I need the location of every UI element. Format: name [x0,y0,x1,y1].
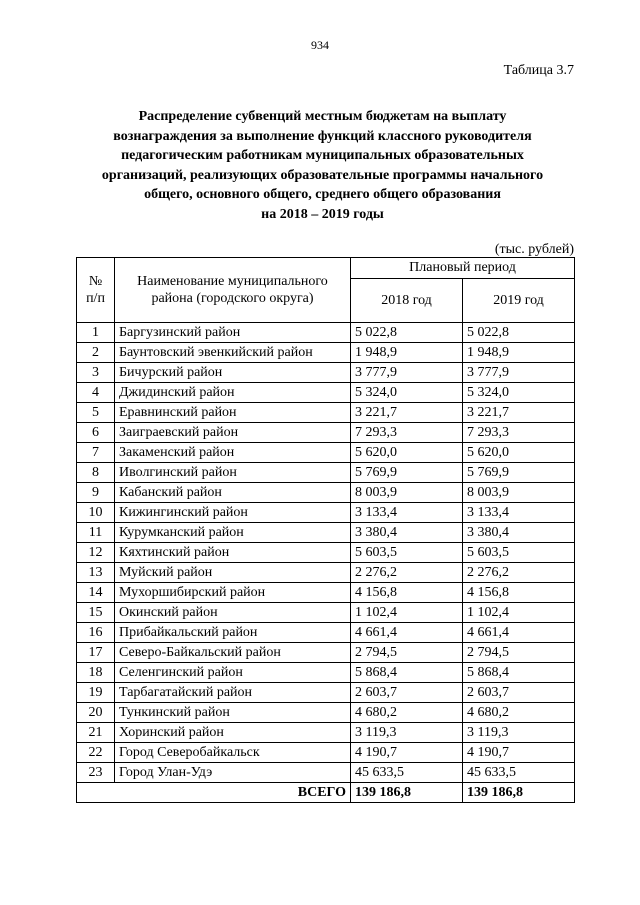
row-value-2018: 4 661,4 [351,623,463,643]
row-district-name: Хоринский район [115,723,351,743]
row-value-2018: 5 324,0 [351,383,463,403]
title-line: организаций, реализующих образовательные программы начального [101,167,544,183]
header-name [115,258,351,323]
table-row [77,683,575,703]
units-label: (тыс. рублей) [494,242,574,257]
row-district-name: Кяхтинский район [115,543,351,563]
row-number: 3 [77,363,115,383]
row-value-2019: 4 661,4 [463,623,575,643]
row-value-2018: 2 794,5 [351,643,463,663]
row-value-2018: 7 293,3 [351,423,463,443]
row-value-2018: 45 633,5 [351,763,463,783]
row-district-name: Баргузинский район [115,323,351,343]
row-value-2018: 1 102,4 [351,603,463,623]
row-value-2019: 3 119,3 [463,723,575,743]
table-label: Таблица 3.7 [503,63,574,78]
row-district-name: Закаменский район [115,443,351,463]
row-district-name: Тарбагатайский район [115,683,351,703]
row-number: 9 [77,483,115,503]
table-row [77,343,575,363]
row-number: 20 [77,703,115,723]
row-number: 14 [77,583,115,603]
row-number: 22 [77,743,115,763]
row-district-name: Заиграевский район [115,423,351,443]
row-district-name: Джидинский район [115,383,351,403]
row-district-name: Бичурский район [115,363,351,383]
title-line: вознаграждения за выполнение функций классного руководителя [113,128,532,144]
row-district-name: Город Улан-Удэ [115,763,351,783]
row-number: 23 [77,763,115,783]
row-value-2018: 2 603,7 [351,683,463,703]
header-number-text: № п/п [86,274,105,306]
row-value-2019: 3 380,4 [463,523,575,543]
table-row [77,743,575,763]
title-line: Распределение субвенций местным бюджетам на выплату [138,109,507,124]
row-value-2018: 1 948,9 [351,343,463,363]
row-district-name: Кабанский район [115,483,351,503]
row-value-2019: 5 620,0 [463,443,575,463]
row-number: 21 [77,723,115,743]
row-value-2018: 5 769,9 [351,463,463,483]
header-number [77,258,115,323]
row-value-2019: 5 022,8 [463,323,575,343]
row-value-2019: 3 133,4 [463,503,575,523]
page-number: 934 [311,38,329,52]
row-number: 11 [77,523,115,543]
row-value-2019: 2 603,7 [463,683,575,703]
row-number: 8 [77,463,115,483]
table-row [77,503,575,523]
row-value-2019: 2 276,2 [463,563,575,583]
table-row [77,523,575,543]
subvention-table [76,257,575,803]
row-value-2018: 2 276,2 [351,563,463,583]
row-value-2019: 7 293,3 [463,423,575,443]
total-value-2019: 139 186,8 [463,783,575,803]
row-value-2019: 1 948,9 [463,343,575,363]
row-value-2019: 8 003,9 [463,483,575,503]
table-row [77,563,575,583]
header-planned-period: Плановый период [351,258,575,279]
row-district-name: Еравнинский район [115,403,351,423]
title-line: педагогическим работникам муниципальных образовательных [121,148,524,163]
row-value-2019: 4 156,8 [463,583,575,603]
row-value-2018: 4 156,8 [351,583,463,603]
row-value-2018: 8 003,9 [351,483,463,503]
row-value-2018: 4 680,2 [351,703,463,723]
table-row [77,403,575,423]
row-number: 5 [77,403,115,423]
row-value-2019: 45 633,5 [463,763,575,783]
title-line: общего, основного общего, среднего общего образования [144,187,501,202]
row-number: 4 [77,383,115,403]
table-row [77,603,575,623]
table-row [77,383,575,403]
row-number: 7 [77,443,115,463]
header-year-2019: 2019 год [463,279,575,323]
row-value-2019: 5 603,5 [463,543,575,563]
row-number: 1 [77,323,115,343]
row-value-2018: 5 022,8 [351,323,463,343]
row-value-2018: 3 380,4 [351,523,463,543]
row-district-name: Северо-Байкальский район [115,643,351,663]
row-district-name: Прибайкальский район [115,623,351,643]
row-district-name: Иволгинский район [115,463,351,483]
table-row [77,703,575,723]
row-value-2018: 5 620,0 [351,443,463,463]
row-number: 10 [77,503,115,523]
header-name-text: Наименование муниципального района (городского округа) [137,274,328,306]
row-value-2018: 3 119,3 [351,723,463,743]
total-label: ВСЕГО [77,783,351,803]
table-row [77,463,575,483]
table-row [77,483,575,503]
row-district-name: Город Северобайкальск [115,743,351,763]
table-row [77,663,575,683]
table-row [77,323,575,343]
row-district-name: Мухоршибирский район [115,583,351,603]
table-row [77,763,575,783]
row-number: 19 [77,683,115,703]
row-number: 16 [77,623,115,643]
row-number: 15 [77,603,115,623]
row-number: 13 [77,563,115,583]
table-row [77,643,575,663]
table-row [77,543,575,563]
header-year-2018: 2018 год [351,279,463,323]
row-value-2019: 2 794,5 [463,643,575,663]
row-number: 17 [77,643,115,663]
row-value-2018: 5 868,4 [351,663,463,683]
row-value-2019: 5 868,4 [463,663,575,683]
document-title [70,107,575,224]
table-row [77,623,575,643]
total-value-2018: 139 186,8 [351,783,463,803]
table-row [77,443,575,463]
row-value-2018: 5 603,5 [351,543,463,563]
title-line: на 2018 – 2019 годы [261,206,384,222]
table-row [77,363,575,383]
row-value-2018: 3 133,4 [351,503,463,523]
row-district-name: Окинский район [115,603,351,623]
row-number: 18 [77,663,115,683]
row-number: 6 [77,423,115,443]
total-row [77,783,575,803]
row-number: 12 [77,543,115,563]
row-value-2019: 5 769,9 [463,463,575,483]
table-row [77,423,575,443]
row-value-2019: 4 190,7 [463,743,575,763]
row-value-2019: 1 102,4 [463,603,575,623]
row-value-2019: 3 777,9 [463,363,575,383]
row-number: 2 [77,343,115,363]
row-value-2019: 3 221,7 [463,403,575,423]
row-value-2018: 4 190,7 [351,743,463,763]
row-value-2019: 4 680,2 [463,703,575,723]
row-district-name: Селенгинский район [115,663,351,683]
table-row [77,583,575,603]
row-district-name: Муйский район [115,563,351,583]
row-district-name: Кижингинский район [115,503,351,523]
table-row [77,723,575,743]
row-value-2018: 3 777,9 [351,363,463,383]
row-district-name: Курумканский район [115,523,351,543]
row-value-2018: 3 221,7 [351,403,463,423]
table-body [77,323,575,803]
row-value-2019: 5 324,0 [463,383,575,403]
row-district-name: Баунтовский эвенкийский район [115,343,351,363]
row-district-name: Тункинский район [115,703,351,723]
